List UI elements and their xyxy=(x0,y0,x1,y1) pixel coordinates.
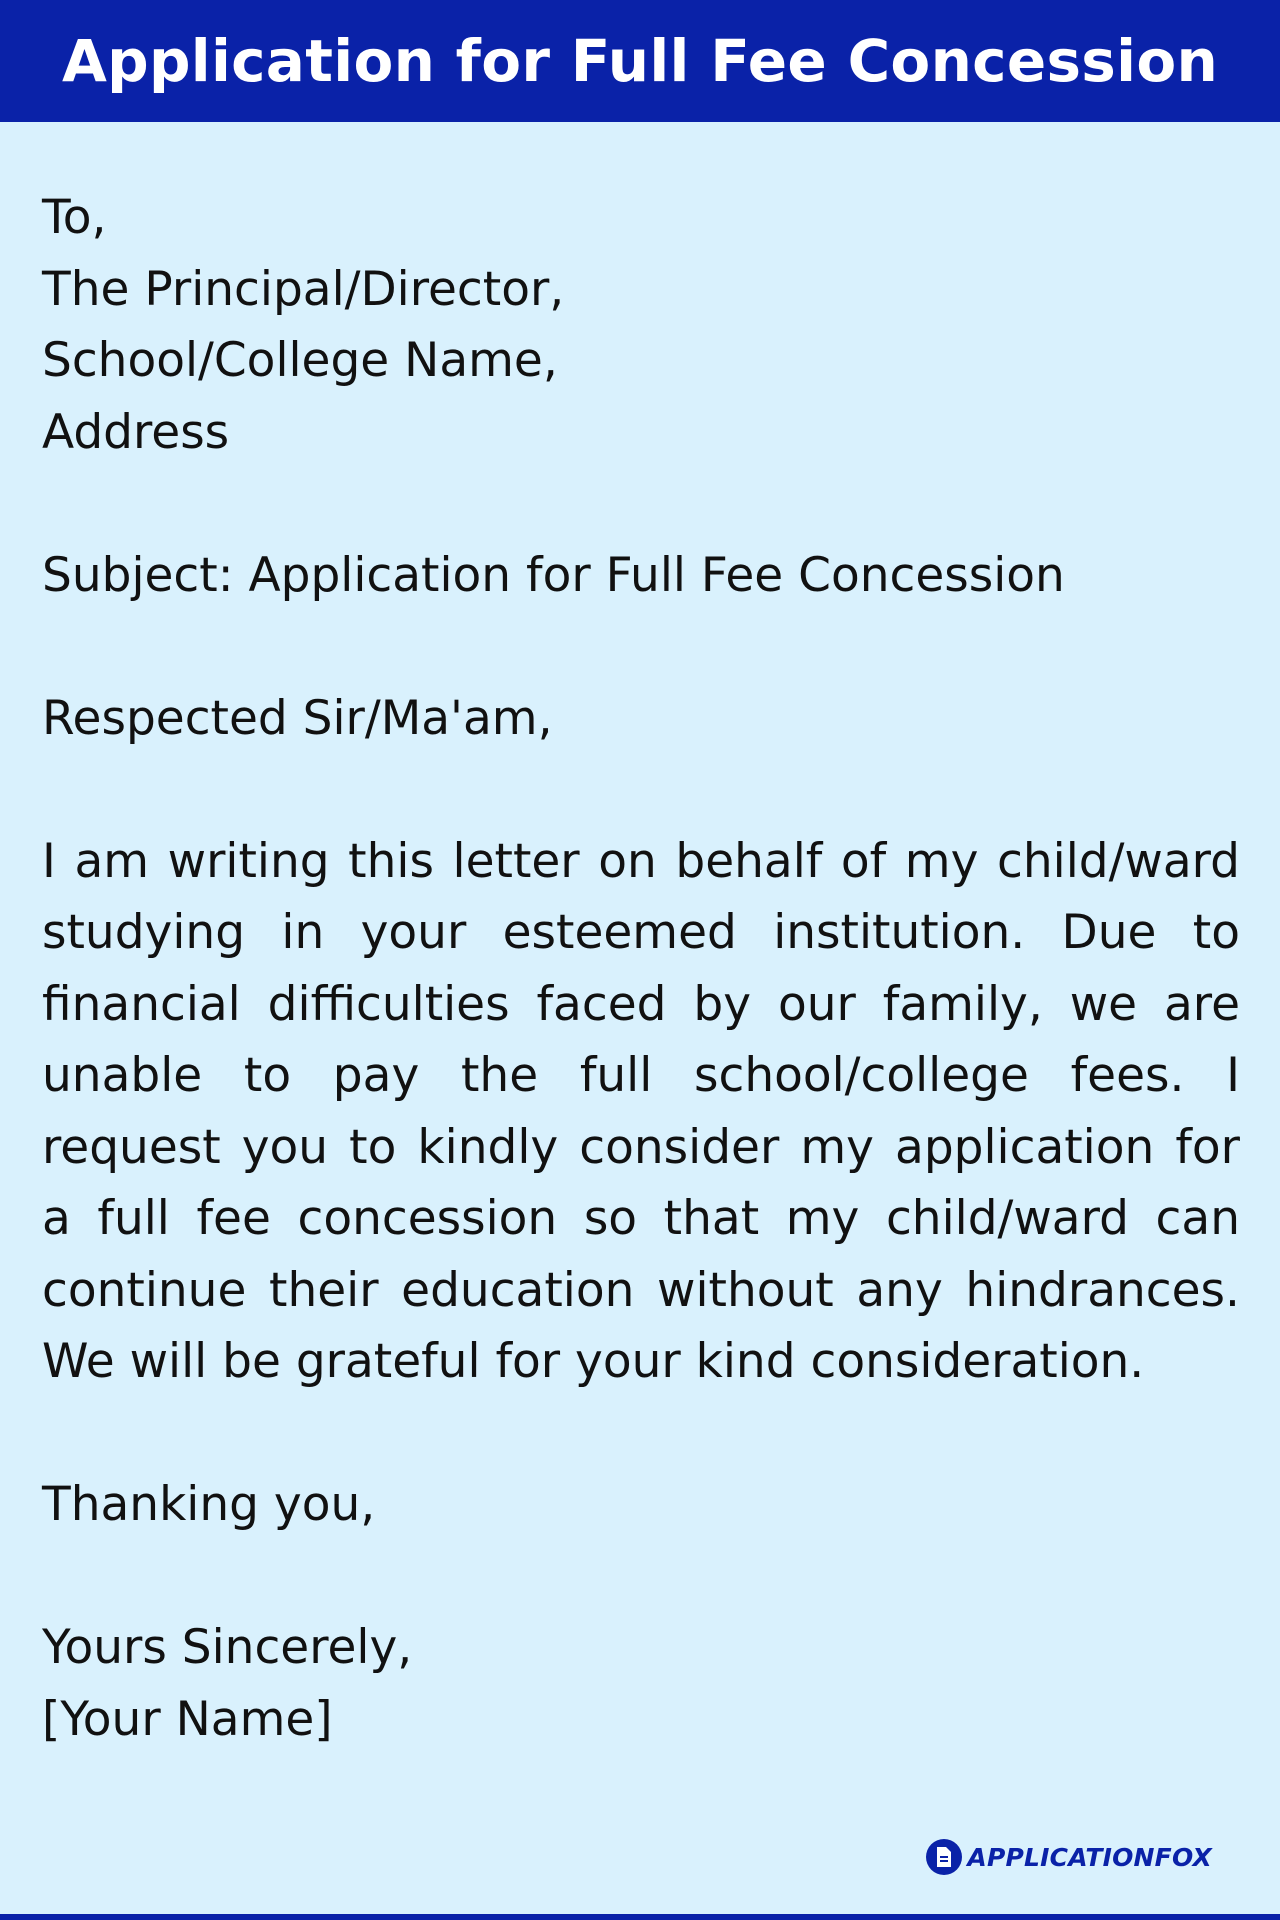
spacer xyxy=(42,468,1240,540)
letter-subject: Subject: Application for Full Fee Concession xyxy=(42,547,1065,603)
letter-thanks: Thanking you, xyxy=(42,1477,376,1532)
recipient-address: Address xyxy=(42,404,230,460)
letter-greeting: Respected Sir/Ma'am, xyxy=(42,690,553,746)
brand-name: APPLICATIONFOX xyxy=(967,1842,1212,1872)
bottom-border xyxy=(0,1914,1280,1920)
document-icon xyxy=(926,1839,962,1875)
spacer xyxy=(42,754,1240,826)
letter-body: I am writing this letter on behalf of my child/ward studying in your esteemed institution. Due to financial difficulties faced by our family, we are unable to pay the full school/college fees. I request you to kindly consider my application for a full fee concession so that my child/ward can continue their education without any hindrances. We will be grateful for your kind consideration. xyxy=(42,833,1240,1389)
brand-logo xyxy=(926,1837,1212,1877)
spacer xyxy=(42,1541,1240,1613)
spacer xyxy=(42,611,1240,683)
page-header xyxy=(0,0,1280,122)
letter-content xyxy=(42,182,1240,1755)
recipient-school: School/College Name, xyxy=(42,333,558,388)
page-title: Application for Full Fee Concession xyxy=(61,27,1219,95)
letter-closing: Yours Sincerely, xyxy=(42,1620,413,1675)
letter-to-line: To, xyxy=(42,190,107,245)
spacer xyxy=(42,1398,1240,1470)
recipient-title: The Principal/Director, xyxy=(42,261,565,317)
signature-name: [Your Name] xyxy=(42,1691,333,1747)
